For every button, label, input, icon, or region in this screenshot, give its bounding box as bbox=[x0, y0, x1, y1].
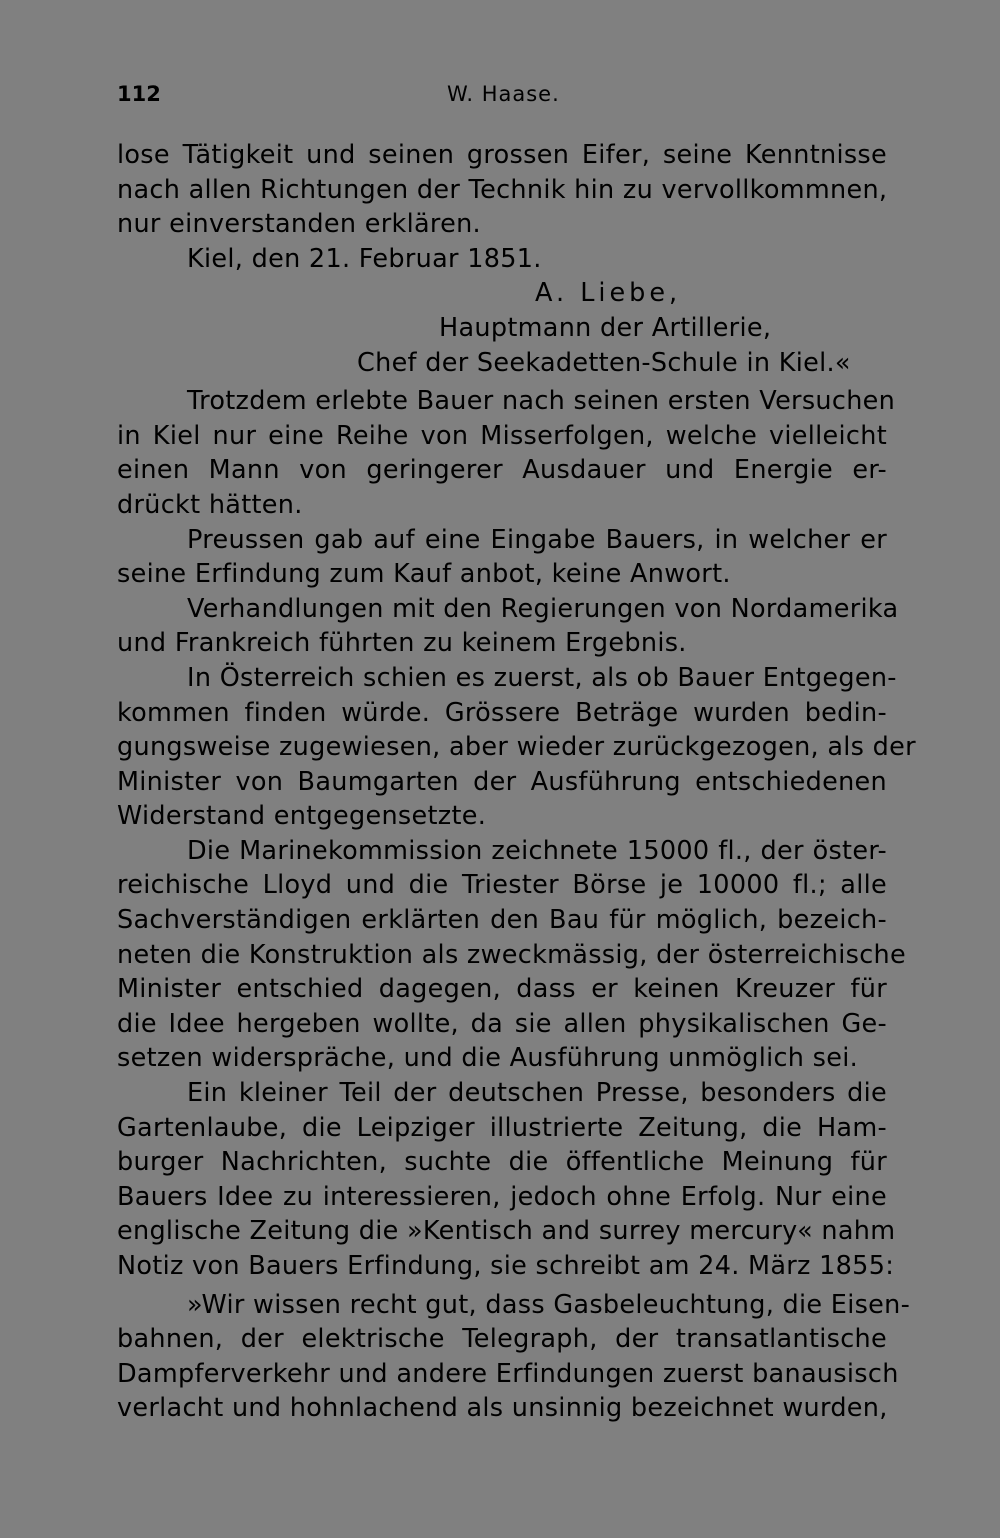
text-line: Dampferverkehr und andere Erfindungen zuerst banausisch bbox=[117, 1358, 899, 1389]
signature-rank: Hauptmann der Artillerie, bbox=[439, 312, 772, 343]
text-line: seine Erfindung zum Kauf anbot, keine Anwort. bbox=[117, 559, 731, 590]
letter-date: Kiel, den 21. Februar 1851. bbox=[187, 243, 542, 274]
text-line: burger Nachrichten, suchte die öffentliche Meinung für bbox=[117, 1147, 887, 1178]
text-line: Ein kleiner Teil der deutschen Presse, besonders die bbox=[187, 1078, 887, 1109]
text-line: bahnen, der elektrische Telegraph, der transatlantische bbox=[117, 1324, 887, 1355]
text-line: Sachverständigen erklärten den Bau für möglich, bezeich- bbox=[117, 905, 887, 936]
text-line: englische Zeitung die »Kentisch and surrey mercury« nahm bbox=[117, 1216, 896, 1247]
text-line: Die Marinekommission zeichnete 15000 fl., der öster- bbox=[187, 835, 887, 866]
page-header bbox=[117, 82, 887, 112]
text-line: In Österreich schien es zuerst, als ob Bauer Entgegen- bbox=[187, 662, 897, 693]
running-head: W. Haase. bbox=[447, 82, 560, 106]
text-line: drückt hätten. bbox=[117, 489, 303, 520]
text-line: kommen finden würde. Grössere Beträge wurden bedin- bbox=[117, 697, 887, 728]
text-line: Widerstand entgegensetzte. bbox=[117, 801, 487, 832]
text-line: nach allen Richtungen der Technik hin zu vervollkommnen, bbox=[117, 174, 888, 205]
text-line: Preussen gab auf eine Eingabe Bauers, in welcher er bbox=[187, 524, 887, 555]
text-line: nur einverstanden erklären. bbox=[117, 209, 481, 240]
text-line: gungsweise zugewiesen, aber wieder zurückgezogen, als der bbox=[117, 732, 916, 763]
text-line: Minister entschied dagegen, dass er keinen Kreuzer für bbox=[117, 974, 887, 1005]
body-text bbox=[117, 138, 916, 1426]
text-line: und Frankreich führten zu keinem Ergebnis. bbox=[117, 628, 687, 659]
text-line: reichische Lloyd und die Triester Börse je 10000 fl.; alle bbox=[117, 870, 887, 901]
text-line: Verhandlungen mit den Regierungen von Nordamerika bbox=[187, 593, 899, 624]
signature-name: A. Liebe, bbox=[535, 278, 682, 309]
text-line: Gartenlaube, die Leipziger illustrierte Zeitung, die Ham- bbox=[117, 1112, 887, 1143]
signature-position: Chef der Seekadetten-Schule in Kiel.« bbox=[357, 347, 851, 378]
text-line: Trotzdem erlebte Bauer nach seinen ersten Versuchen bbox=[187, 386, 896, 417]
text-line: einen Mann von geringerer Ausdauer und Energie er- bbox=[117, 455, 887, 486]
text-line: Bauers Idee zu interessieren, jedoch ohne Erfolg. Nur eine bbox=[117, 1181, 887, 1212]
text-line: lose Tätigkeit und seinen grossen Eifer, seine Kenntnisse bbox=[117, 140, 887, 170]
text-line: verlacht und hohnlachend als unsinnig bezeichnet wurden, bbox=[117, 1393, 888, 1424]
page-number: 112 bbox=[117, 82, 161, 106]
text-line: neten die Konstruktion als zweckmässig, der österreichische bbox=[117, 939, 906, 970]
text-line: »Wir wissen recht gut, dass Gasbeleuchtung, die Eisen- bbox=[187, 1289, 911, 1320]
text-line: Minister von Baumgarten der Ausführung entschiedenen bbox=[117, 766, 887, 797]
text-line: in Kiel nur eine Reihe von Misserfolgen, welche vielleicht bbox=[117, 420, 887, 451]
text-line: Notiz von Bauers Erfindung, sie schreibt am 24. März 1855: bbox=[117, 1251, 895, 1281]
text-line: setzen widerspräche, und die Ausführung unmöglich sei. bbox=[117, 1043, 859, 1074]
text-line: die Idee hergeben wollte, da sie allen physikalischen Ge- bbox=[117, 1008, 887, 1039]
